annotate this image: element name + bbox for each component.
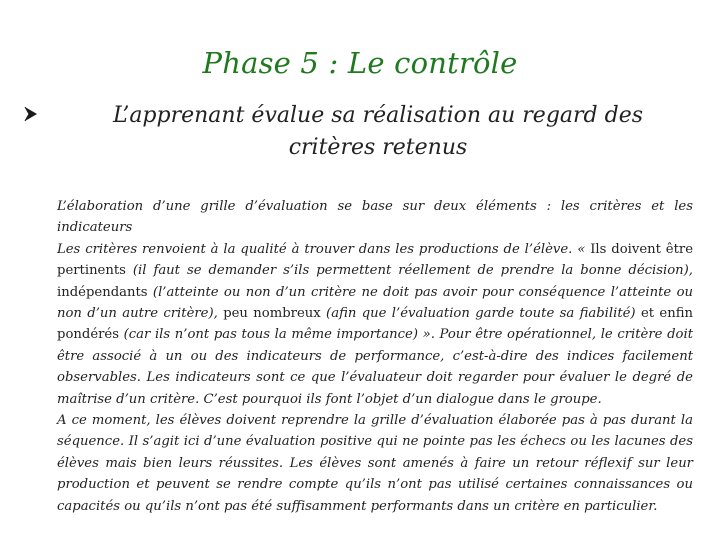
paragraph-conclusion: A ce moment, les élèves doivent reprendre la grille d’évaluation élaborée pas à pas durant la séquence. Il s’agit ici d’une évaluation positive qui ne pointe pas les échecs ou les lacunes des élèves mais bien leurs réussites. Les élèves sont amenés à faire un retour réflexif sur leur production et peuvent se rendre compte qu’ils n’ont pas utilisé certaines connaissances ou capacités ou qu’ils n’ont pas été suffisamment performants dans un critère en particulier. — [57, 413, 693, 514]
bullet-text: L’apprenant évalue sa réalisation au regard des critères retenus — [112, 103, 644, 160]
text-run: Les critères renvoient à la qualité à trouver dans les productions de l’élève. « — [57, 241, 591, 257]
text-run: (il faut se demander s’ils permettent réellement de prendre la bonne décision), — [125, 263, 693, 279]
paragraph-intro: L’élaboration d’une grille d’évaluation se base sur deux éléments : les critères et les indicateurs — [57, 199, 693, 236]
emphasis-run: indépendants — [57, 284, 148, 300]
emphasis-run: Ils doivent être pertinents — [57, 241, 694, 279]
body-text — [57, 196, 693, 517]
emphasis-run: peu nombreux — [223, 306, 321, 322]
text-run: (l’atteinte ou non d’un critère ne doit pas avoir pour conséquence l’atteinte ou non d’un autre critère), — [57, 284, 693, 322]
text-run: (car ils n’ont pas tous la même importance) ». Pour être opérationnel, le critère doit être associé à un ou des indicateurs de performance, c’est-à-dire des indices facilement observables. Les indicateurs sont ce que l’évaluateur doit regarder pour évaluer le degré de maîtrise d’un critère. C’est pourquoi ils font l’objet d’un dialogue dans le groupe. — [57, 327, 693, 407]
paragraph-criteria — [57, 239, 693, 410]
arrow-bullet-icon — [24, 106, 38, 122]
bullet-point — [24, 100, 696, 164]
slide-title: Phase 5 : Le contrôle — [202, 46, 518, 80]
text-run: (afin que l’évaluation garde toute sa fiabilité) — [320, 306, 641, 322]
emphasis-run: et enfin pondérés — [57, 306, 693, 343]
